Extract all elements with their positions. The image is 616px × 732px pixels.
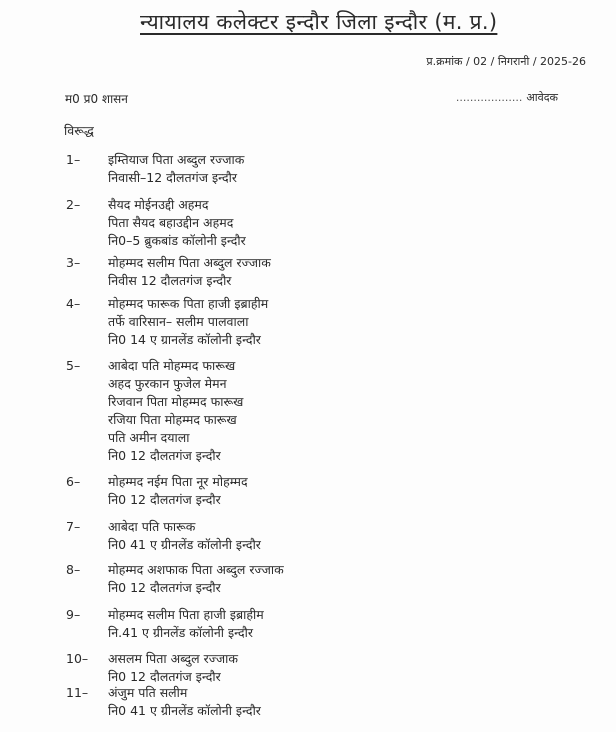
respondent-line: अहद फुरकान फुजेल मेमन <box>108 376 227 391</box>
respondent-number: 6– <box>66 474 81 489</box>
respondent-line: मोहम्मद सलीम पिता अब्दुल रज्जाक <box>108 255 271 270</box>
respondent-line: नि0 41 ए ग्रीनलेंड कॉलोनी इन्दौर <box>108 537 261 552</box>
respondent-line: नि.41 ए ग्रीनलेंड कॉलोनी इन्दौर <box>108 625 253 640</box>
respondent-line: रिजवान पिता मोहम्मद फारूख <box>108 394 244 409</box>
respondent-number: 1– <box>66 152 81 167</box>
respondent-line: मोहम्मद फारूक पिता हाजी इब्राहीम <box>108 296 269 311</box>
respondent-line: पति अमीन दयाला <box>108 430 190 445</box>
respondent-line: नि0 12 दौलतगंज इन्दौर <box>108 448 221 463</box>
respondent-number: 3– <box>66 255 81 270</box>
respondent-number: 5– <box>66 358 81 373</box>
respondent-number: 10– <box>66 651 89 666</box>
case-number: प्र.क्रमांक / 02 / निगरानी / 2025-26 <box>426 55 586 68</box>
respondent-line: आबेदा पति मोहम्मद फारूख <box>108 358 236 373</box>
respondent-line: आबेदा पति फारूक <box>108 519 196 534</box>
respondent-number: 9– <box>66 607 81 622</box>
petitioner-name: म0 प्र0 शासन <box>65 92 128 106</box>
respondent-line: नि0–5 ब्रुकबांड कॉलोनी इन्दौर <box>108 233 246 248</box>
court-title: न्यायालय कलेक्टर इन्दौर जिला इन्दौर (म. प्र.) <box>140 10 498 34</box>
respondent-line: मोहम्मद सलीम पिता हाजी इब्राहीम <box>108 607 264 622</box>
respondent-number: 7– <box>66 519 81 534</box>
respondent-line: निवीस 12 दौलतगंज इन्दौर <box>108 273 232 288</box>
respondent-number: 2– <box>66 197 81 212</box>
respondent-line: सैयद मोईनउद्दी अहमद <box>108 197 209 212</box>
respondent-line: पिता सैयद बहाउद्दीन अहमद <box>108 215 234 230</box>
respondent-line: इम्तियाज पिता अब्दुल रज्जाक <box>108 152 245 167</box>
versus-label: विरूद्ध <box>64 123 94 138</box>
applicant-label <box>456 90 558 105</box>
applicant-dots: ................... <box>455 91 523 104</box>
respondent-line: रजिया पिता मोहम्मद फारूख <box>108 412 237 427</box>
respondent-number: 4– <box>66 296 81 311</box>
applicant-text: आवेदक <box>526 91 558 104</box>
respondent-line: निवासी–12 दौलतगंज इन्दौर <box>108 170 237 185</box>
respondent-line: मोहम्मद नईम पिता नूर मोहम्मद <box>108 474 248 489</box>
respondent-line: अंजुम पति सलीम <box>108 685 188 700</box>
respondent-number: 11– <box>66 685 89 700</box>
respondent-line: नि0 12 दौलतगंज इन्दौर <box>108 492 221 507</box>
respondent-number: 8– <box>66 562 81 577</box>
respondent-line: नि0 12 दौलतगंज इन्दौर <box>108 669 221 684</box>
respondent-line: नि0 14 ए ग्रानलेंड कॉलोनी इन्दौर <box>108 332 261 347</box>
respondent-line: तर्फे वारिसान– सलीम पालवाला <box>108 314 249 329</box>
respondent-line: मोहम्मद अशफाक पिता अब्दुल रज्जाक <box>108 562 284 577</box>
respondent-line: असलम पिता अब्दुल रज्जाक <box>108 651 239 666</box>
respondent-line: नि0 41 ए ग्रीनलेंड कॉलोनी इन्दौर <box>108 703 261 718</box>
respondent-line: नि0 12 दौलतगंज इन्दौर <box>108 580 221 595</box>
